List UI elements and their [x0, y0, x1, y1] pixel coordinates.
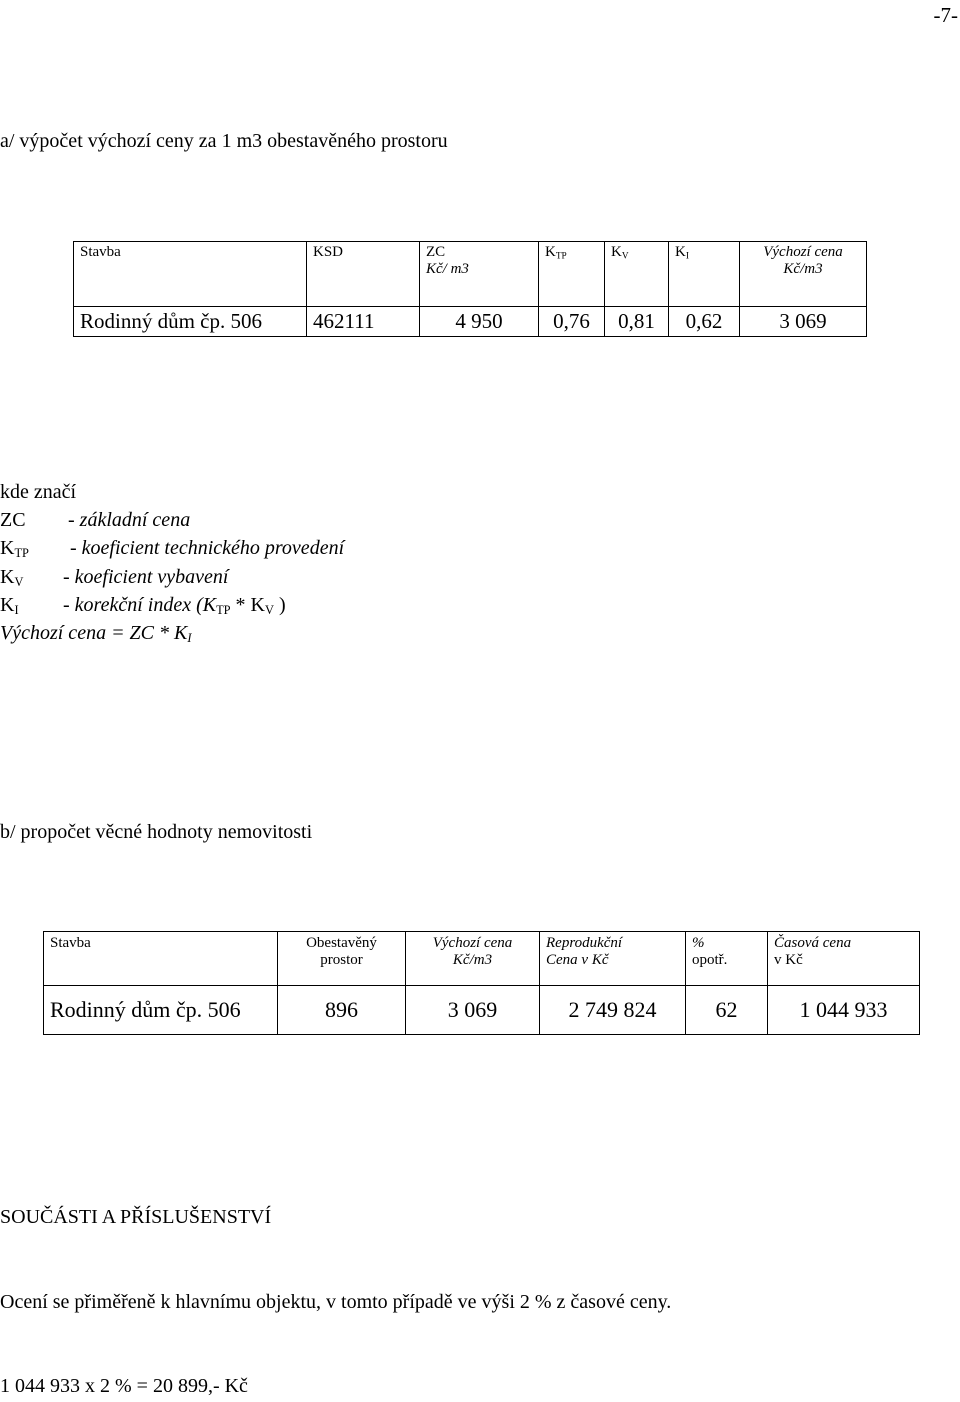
cell-kv: 0,81 — [605, 307, 669, 337]
header-vychozi-cena — [406, 932, 540, 986]
cell-ktp: 0,76 — [539, 307, 605, 337]
cell-vychozi-cena: 3 069 — [740, 307, 867, 337]
table-initial-price — [73, 241, 867, 337]
header-kv — [605, 242, 669, 307]
header-zc — [420, 242, 539, 307]
table-row — [44, 986, 920, 1035]
header-vychozi-cena-line1: Výchozí cena — [763, 244, 843, 260]
header-stavba: Stavba — [44, 932, 278, 986]
legend-formula: Výchozí cena = ZC * $K_I$ — [0, 622, 192, 646]
header-ktp-subscript: TP — [555, 251, 567, 262]
legend-zc-symbol: ZC — [0, 509, 26, 531]
legend-ki-symbol: $K_I$ — [0, 594, 19, 618]
legend-ki-desc: - korekční index ($K_{TP} * K_V$ ) — [63, 594, 286, 618]
header-opotrebeni-line2: opotř. — [692, 952, 728, 968]
legend-kv-desc: - koeficient vybavení — [63, 566, 229, 588]
table-row — [74, 307, 867, 337]
table-property-value — [43, 931, 920, 1035]
header-reprodukcni-line1: Reprodukční — [546, 935, 623, 951]
table-header-row — [74, 242, 867, 307]
cell-ksd: 462111 — [307, 307, 420, 337]
header-vychozi-cena-line2: Kč/m3 — [783, 261, 823, 277]
cell-ki: 0,62 — [669, 307, 740, 337]
section-c-heading: SOUČÁSTI A PŘÍSLUŠENSTVÍ — [0, 1206, 272, 1228]
cell-obestaveny-prostor: 896 — [278, 986, 406, 1035]
cell-zc: 4 950 — [420, 307, 539, 337]
legend-zc — [0, 509, 190, 532]
cell-reprodukcni-cena: 2 749 824 — [540, 986, 686, 1035]
cell-vychozi-cena: 3 069 — [406, 986, 540, 1035]
header-ki — [669, 242, 740, 307]
header-reprodukcni-cena — [540, 932, 686, 986]
header-ki-symbol: K — [675, 244, 686, 260]
header-kv-subscript: V — [621, 251, 629, 262]
header-reprodukcni-line2: Cena v Kč — [546, 952, 609, 968]
header-casova-cena — [768, 932, 920, 986]
header-vychozi-cena-line2: Kč/m3 — [452, 952, 493, 968]
page-number: -7- — [933, 3, 958, 27]
legend-ktp-desc: - koeficient technického provedení — [70, 537, 345, 559]
section-c-text: Ocení se přiměřeně k hlavnímu objektu, v tomto případě ve výši 2 % z časové ceny. — [0, 1291, 672, 1313]
section-a-heading: a/ výpočet výchozí ceny za 1 m3 obestavěného prostoru — [0, 130, 448, 152]
cell-stavba: Rodinný dům čp. 506 — [74, 307, 307, 337]
header-obestaveny-prostor — [278, 932, 406, 986]
header-vychozi-cena-line1: Výchozí cena — [432, 935, 513, 951]
header-stavba: Stavba — [74, 242, 307, 307]
header-opotrebeni — [686, 932, 768, 986]
header-zc-line2: Kč/ m3 — [426, 261, 469, 277]
header-zc-line1: ZC — [426, 244, 446, 260]
section-b-heading: b/ propočet věcné hodnoty nemovitosti — [0, 821, 313, 843]
cell-casova-cena: 1 044 933 — [768, 986, 920, 1035]
cell-stavba: Rodinný dům čp. 506 — [44, 986, 278, 1035]
header-obestaveny-line2: prostor — [320, 952, 363, 968]
legend-intro: kde značí — [0, 481, 77, 503]
header-obestaveny-line1: Obestavěný — [306, 935, 377, 951]
header-opotrebeni-line1: % — [692, 935, 705, 951]
header-ktp — [539, 242, 605, 307]
legend-ki — [0, 594, 286, 617]
header-kv-symbol: K — [611, 244, 622, 260]
section-c-calculation: 1 044 933 x 2 % = 20 899,- Kč — [0, 1375, 248, 1397]
table-header-row — [44, 932, 920, 986]
header-casova-cena-line1: Časová cena — [774, 935, 852, 951]
header-ki-subscript: I — [685, 251, 689, 262]
header-casova-cena-line2: v Kč — [774, 952, 803, 968]
header-vychozi-cena — [740, 242, 867, 307]
legend-ktp-symbol: $K_{TP}$ — [0, 537, 29, 561]
legend-kv — [0, 566, 228, 589]
header-ktp-symbol: K — [545, 244, 556, 260]
legend-kv-symbol: $K_V$ — [0, 566, 24, 590]
cell-opotrebeni: 62 — [686, 986, 768, 1035]
header-ksd: KSD — [307, 242, 420, 307]
legend-ktp — [0, 537, 344, 560]
legend-zc-desc: - základní cena — [68, 509, 191, 531]
